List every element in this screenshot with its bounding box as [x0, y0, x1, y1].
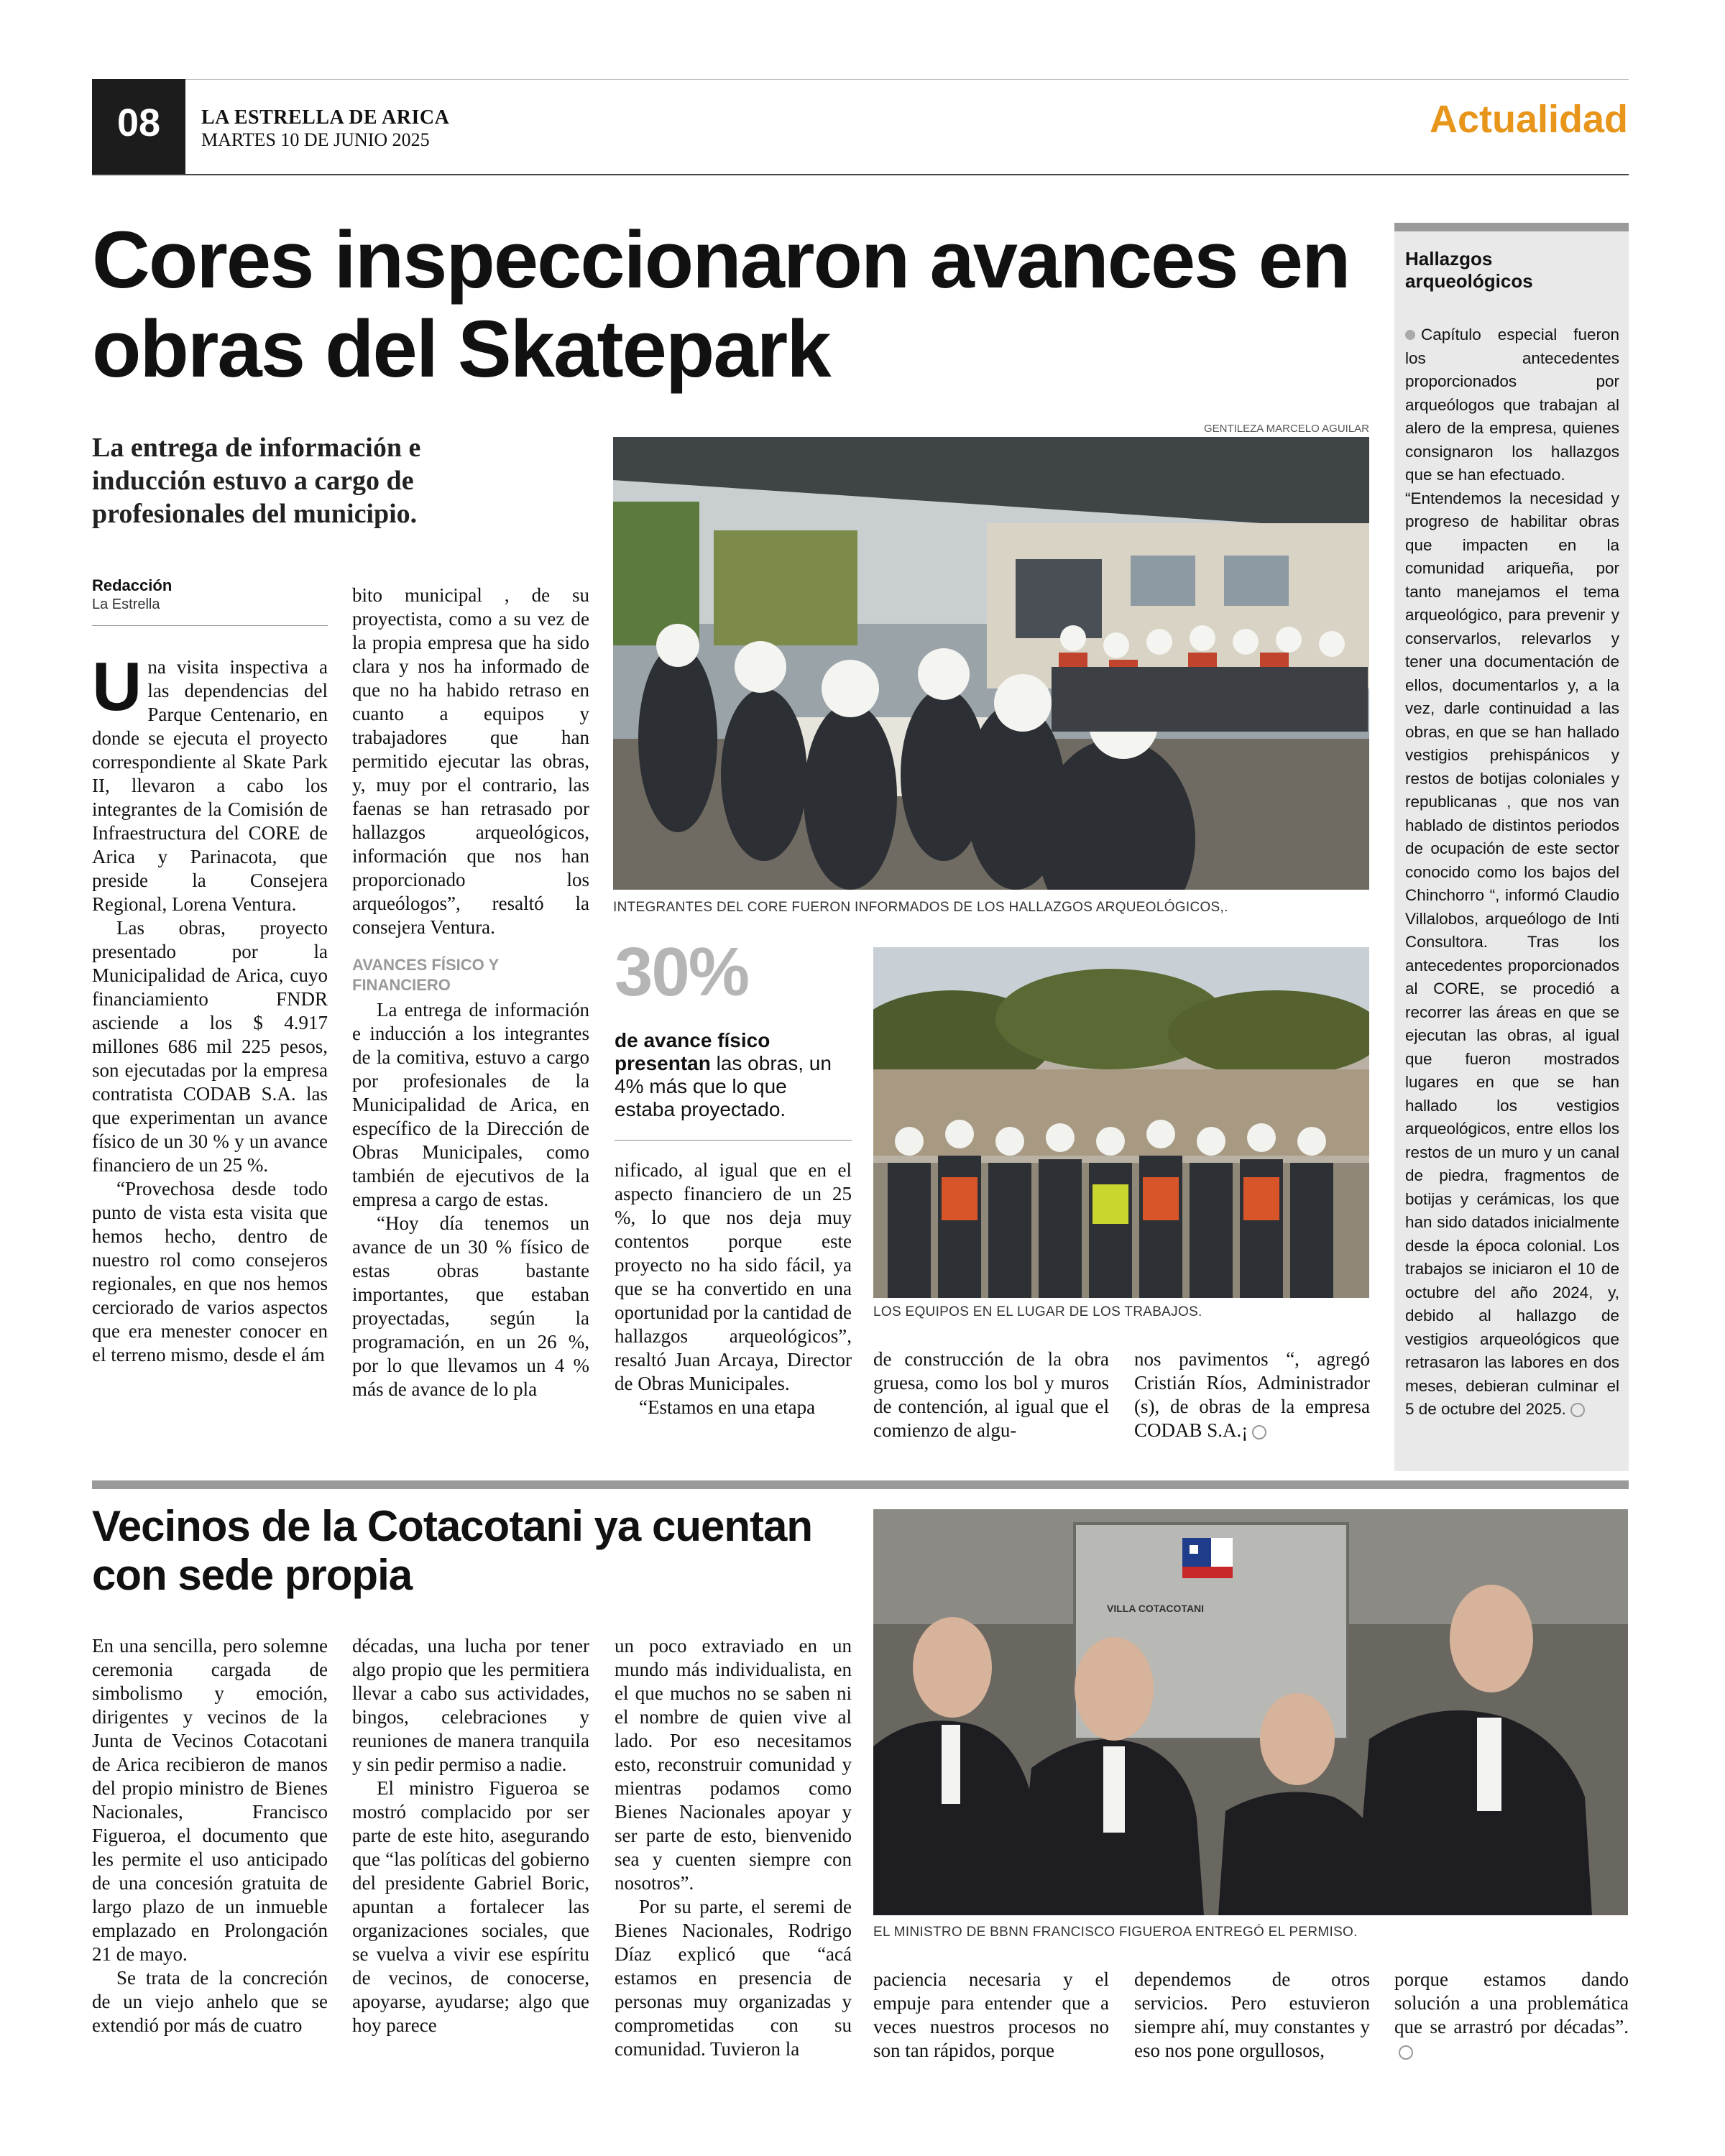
issue-date: MARTES 10 DE JUNIO 2025: [201, 129, 430, 150]
header-top-rule: [185, 79, 1629, 80]
stat-value: 30%: [615, 934, 749, 1010]
a2-col2-paragraph-2: El ministro Figueroa se mostró complacido por ser parte de este hito, asegurando que “las políticas del gobierno del presidente Gabriel Boric, apuntan a fortalecer las organizaciones sociales, que se vuelva a vivir ese espíritu de vecinos, de conocerse, apoyarse, ayudarse; algo que hoy parece: [352, 1777, 589, 2036]
meeting-photo-illustration: [613, 437, 1369, 890]
ceremony-photo-illustration: [873, 1509, 1628, 1915]
article1-column-5: [1134, 1348, 1370, 1442]
col2-paragraph-3: “Hoy día tenemos un avance de un 30 % físico de estas obras bastante importantes, que estaban proyectadas, según la programación, en un 26 %, por lo que llevamos un 4 % más de avance de lo pla: [352, 1212, 589, 1400]
stat-text-rest: las obras, un 4% más que lo que estaba proyectado.: [615, 1052, 832, 1120]
a2-col2-paragraph-1: décadas, una lucha por tener algo propio que les permitiera llevar a cabo sus actividades, bingos, celebraciones y reuniones de manera tranquila y sin pedir permiso a nadie.: [352, 1635, 589, 1775]
col1-paragraph-1: na visita inspectiva a las dependencias del Parque Centenario, en donde se ejecuta el proyecto correspondiente al Skate Park II, llevaron a cabo los integrantes de la Comisión de Infraestructura del CORE de Arica y Parinacota, que preside la Consejera Regional, Lorena Ventura.: [92, 656, 328, 915]
deck-line-3: profesionales del municipio.: [92, 499, 418, 529]
a2-col3-paragraph-2: Por su parte, el seremi de Bienes Nacionales, Rodrigo Díaz explicó que “acá estamos en presencia de personas muy organizadas y comprometidas con su comunidad. Tuvieron la: [615, 1896, 852, 2060]
a2-col1-paragraph-2: Se trata de la concreción de un viejo anhelo que se extendió por más de cuatro: [92, 1967, 328, 2036]
a2-col6-paragraph-1: porque estamos dando solución a una problemática que se arrastró por décadas”.: [1394, 1968, 1629, 2037]
col1-paragraph-2: Las obras, proyecto presentado por la Municipalidad de Arica, cuyo financiamiento FNDR asciende a los $ 4.917 millones 686 mil 225 pesos, son ejecutadas por la empresa contratista CODAB S.A. las que experimentan un avance físico de un 30 % y un avance financiero de un 25 %.: [92, 917, 328, 1176]
bullet-icon: [1405, 330, 1415, 340]
photo3-caption: EL MINISTRO DE BBNN FRANCISCO FIGUEROA ENTREGÓ EL PERMISO.: [873, 1925, 1358, 1940]
col2-paragraph-1: bito municipal , de su proyectista, como a su vez de la propia empresa que ha sido clara y nos ha informado de que no ha habido retraso en cuanto a equipos y trabajadores que han permitido ejecutar las obras, y, muy por el contrario, las faenas se han retrasado por hallazgos arqueológicos, información que nos han proporcionado los arqueólogos”, resaltó la consejera Ventura.: [352, 584, 589, 938]
header-rule: [92, 174, 1629, 175]
deck-line-1: La entrega de información e: [92, 433, 421, 463]
article2-column-5: [1134, 1968, 1370, 2063]
photo-core-meeting: [613, 437, 1369, 890]
byline-role: Redacción: [92, 576, 172, 594]
page-number: 08: [116, 101, 161, 144]
drop-cap: U: [92, 648, 142, 725]
sidebar-end-mark-icon: [1570, 1403, 1585, 1417]
sidebar-text: [1405, 323, 1619, 1422]
col5-paragraph-1: nos pavimentos “, agregó Cristián Ríos, Administrador (s), de obras de la empresa CODAB S.A.¡: [1134, 1348, 1370, 1441]
headline-line-1: Cores inspeccionaron avances en: [92, 215, 1350, 305]
article2-column-4: [873, 1968, 1109, 2063]
a2-col4-paragraph-1: paciencia necesaria y el empuje para entender que a veces nuestros procesos no son tan rápidos, porque: [873, 1968, 1109, 2061]
a2-col3-paragraph-1: un poco extraviado en un mundo más individualista, en el que muchos no se saben ni el nombre de quien vive al lado. Por eso necesitamos esto, reconstruir comunidad y mientras podamos como Bienes Nacionales apoyar y ser parte de esto, bienvenido sea y cuenten siempre con nosotros”.: [615, 1635, 852, 1894]
photo-teams-on-site: [873, 947, 1369, 1298]
col4-paragraph-1: de construcción de la obra gruesa, como los bol y muros de contención, al igual que el comienzo de algu-: [873, 1348, 1109, 1441]
article-divider: [92, 1480, 1629, 1489]
col1-paragraph-3: “Provechosa desde todo punto de vista esta visita que hemos hecho, dentro de nuestro rol como consejeros regionales, en que nos hemos cerciorado de varios aspectos que era menester conocer en el terreno mismo, desde el ám: [92, 1178, 328, 1365]
article1-column-2: [352, 584, 589, 1401]
section-label: Actualidad: [1429, 98, 1628, 141]
byline-outlet: La Estrella: [92, 596, 160, 612]
photo2-caption: LOS EQUIPOS EN EL LUGAR DE LOS TRABAJOS.: [873, 1304, 1202, 1319]
sidebar-paragraph-1: Capítulo especial fueron los antecedentes proporcionados por arqueólogos que trabajan al alero de la empresa, quienes consignaron los hallazgos que se han efectuado.: [1405, 326, 1619, 484]
deck-line-2: inducción estuvo a cargo de: [92, 466, 414, 496]
col2-subhead: AVANCES FÍSICO Y FINANCIERO: [352, 956, 499, 994]
end-mark-icon: [1252, 1425, 1266, 1439]
article2-column-1: [92, 1634, 328, 2037]
stat-text-bold: de avance físico presentan: [615, 1029, 770, 1074]
photo-credit: GENTILEZA MARCELO AGUILAR: [1203, 423, 1369, 435]
article2-end-mark-icon: [1399, 2045, 1413, 2060]
a2-col1-paragraph-1: En una sencilla, pero solemne ceremonia cargada de simbolismo y emoción, dirigentes y vecinos de la Junta de Vecinos Cotacotani de Arica recibieron de manos del propio ministro de Bienes Nacionales, Francisco Figueroa, el documento que les permite el uso anticipado de una concesión gratuita de largo plazo de un inmueble emplazado en Prolongación 21 de mayo.: [92, 1635, 328, 1965]
article2-headline-line-1: Vecinos de la Cotacotani ya cuentan: [92, 1502, 812, 1550]
article1-deck: [92, 431, 595, 530]
sidebar-paragraph-2: “Entendemos la necesidad y progreso de habilitar obras que impacten en la comunidad ariqueña, por tanto manejamos el tema arqueológico, para prevenir y conservarlos, relevarlos y tener una documentación de ellos, documentarlos y, a la vez, darle continuidad a las obras, en que se han hallado vestigios prehispánicos y restos de botijas coloniales y republicanas , que nos van hablado de distintos periodos de ocupación de este sector conocido como los bajos del Chinchorro “, informó Claudio Villalobos, arqueólogo de Inti Consultora. Tras los antecedentes proporcionados al CORE, se procedió a recorrer las áreas en que se ejecutan las obras, al igual que fueron mostrados lugares en que se han hallado los vestigios arqueológicos, entre ellos los restos de un muro y un canal de piedra, fragmentos de botijas y cerámicas, los que han sido datados inicialmente desde la época colonial. Los trabajos se iniciaron el 10 de octubre del año 2024, y, debido al hallazgo de vestigios arqueológicos que retrasaron las labores en dos meses, debieran culminar el 5 de octubre del 2025.: [1405, 489, 1619, 1418]
stat-description: [615, 1029, 852, 1121]
headline-line-2: obras del Skatepark: [92, 304, 830, 394]
photo1-caption: INTEGRANTES DEL CORE FUERON INFORMADOS DE LOS HALLAZGOS ARQUEOLÓGICOS,.: [613, 900, 1228, 915]
article1-headline: [92, 216, 1386, 394]
col3-paragraph-2: “Estamos en una etapa: [639, 1396, 816, 1418]
article1-column-1: [92, 648, 328, 1367]
article2-headline-line-2: con sede propia: [92, 1551, 413, 1599]
byline-rule: [92, 625, 328, 626]
sidebar-title: Hallazgos arqueológicos: [1405, 248, 1533, 292]
stat-rule: [615, 1140, 852, 1141]
site-photo-illustration: [873, 947, 1369, 1298]
newspaper-name: LA ESTRELLA DE ARICA: [201, 106, 450, 129]
article2-headline: [92, 1502, 868, 1600]
article2-column-3: [615, 1634, 852, 2061]
col2-paragraph-2: La entrega de información e inducción a los integrantes de la comitiva, estuvo a cargo por profesionales de la Municipalidad de Arica, en específico de la Dirección de Obras Municipales, como también de ejecutivos de la empresa a cargo de estas.: [352, 999, 589, 1210]
col3-paragraph-1: nificado, al igual que en el aspecto financiero de un 25 %, lo que nos deja muy contentos porque este proyecto no ha sido fácil, ya que se ha convertido en una oportunidad por la cantidad de hallazgos arqueológicos”, resaltó Juan Arcaya, Director de Obras Municipales.: [615, 1159, 852, 1394]
article1-column-3: [615, 1158, 852, 1419]
article1-column-4: [873, 1348, 1109, 1442]
a2-col5-paragraph-1: dependemos de otros servicios. Pero estuvieron siempre ahí, muy constantes y eso nos pone orgullosos,: [1134, 1968, 1370, 2061]
article2-column-6: [1394, 1968, 1629, 2063]
plaque-title: VILLA COTACOTANI: [1107, 1603, 1205, 1614]
article2-column-2: [352, 1634, 589, 2037]
photo-minister-ceremony: [873, 1509, 1628, 1915]
